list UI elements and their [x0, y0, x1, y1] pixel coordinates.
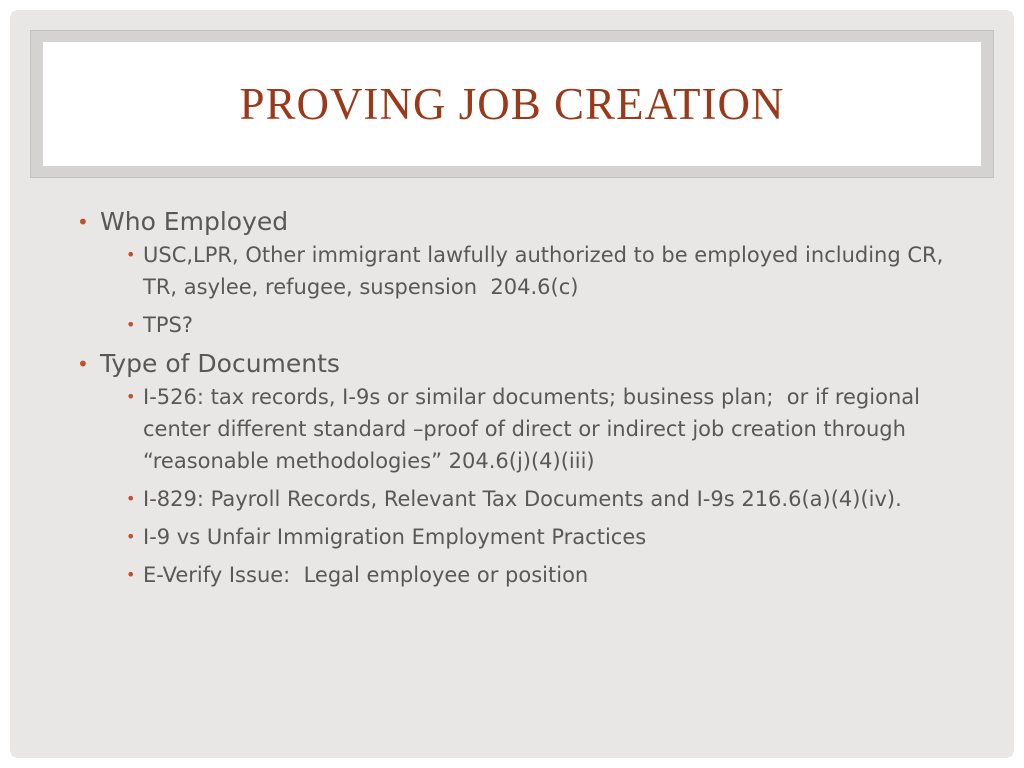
bullet-heading: Who Employed — [100, 207, 289, 236]
sub-bullet-list — [100, 381, 973, 591]
slide-title: PROVING JOB CREATION — [239, 79, 785, 129]
bullet-dot-icon: • — [126, 387, 136, 406]
bullet-heading: Type of Documents — [100, 349, 340, 378]
bullet-dot-icon: • — [126, 315, 136, 334]
sub-bullet — [100, 483, 973, 515]
slide — [10, 10, 1014, 758]
bullet-dot-icon: • — [77, 352, 89, 376]
title-frame — [30, 30, 994, 178]
sub-bullet-text: I-9 vs Unfair Immigration Employment Practices — [143, 525, 647, 549]
bullet-dot-icon: • — [77, 210, 89, 234]
sub-bullet-text: I-829: Payroll Records, Relevant Tax Documents and I-9s 216.6(a)(4)(iv). — [143, 487, 902, 511]
bullet-type-of-documents — [73, 347, 973, 591]
sub-bullet-list — [100, 239, 973, 341]
slide-body — [73, 202, 973, 597]
bullet-dot-icon: • — [126, 565, 136, 584]
sub-bullet — [100, 239, 973, 303]
sub-bullet-text: USC,LPR, Other immigrant lawfully authorized to be employed including CR, TR, asylee, refugee, suspension 204.6(c) — [143, 243, 950, 299]
bullet-dot-icon: • — [126, 245, 136, 264]
sub-bullet — [100, 381, 973, 477]
bullet-list — [73, 205, 973, 591]
sub-bullet-text: E-Verify Issue: Legal employee or position — [143, 563, 589, 587]
sub-bullet-text: TPS? — [143, 313, 193, 337]
sub-bullet-text: I-526: tax records, I-9s or similar documents; business plan; or if regional center different standard –proof of direct or indirect job creation through “reasonable methodologies” 204.6(j)(4)(iii) — [143, 385, 927, 473]
sub-bullet — [100, 521, 973, 553]
bullet-dot-icon: • — [126, 489, 136, 508]
sub-bullet — [100, 309, 973, 341]
bullet-who-employed — [73, 205, 973, 341]
bullet-dot-icon: • — [126, 527, 136, 546]
sub-bullet — [100, 559, 973, 591]
title-box — [43, 42, 981, 166]
